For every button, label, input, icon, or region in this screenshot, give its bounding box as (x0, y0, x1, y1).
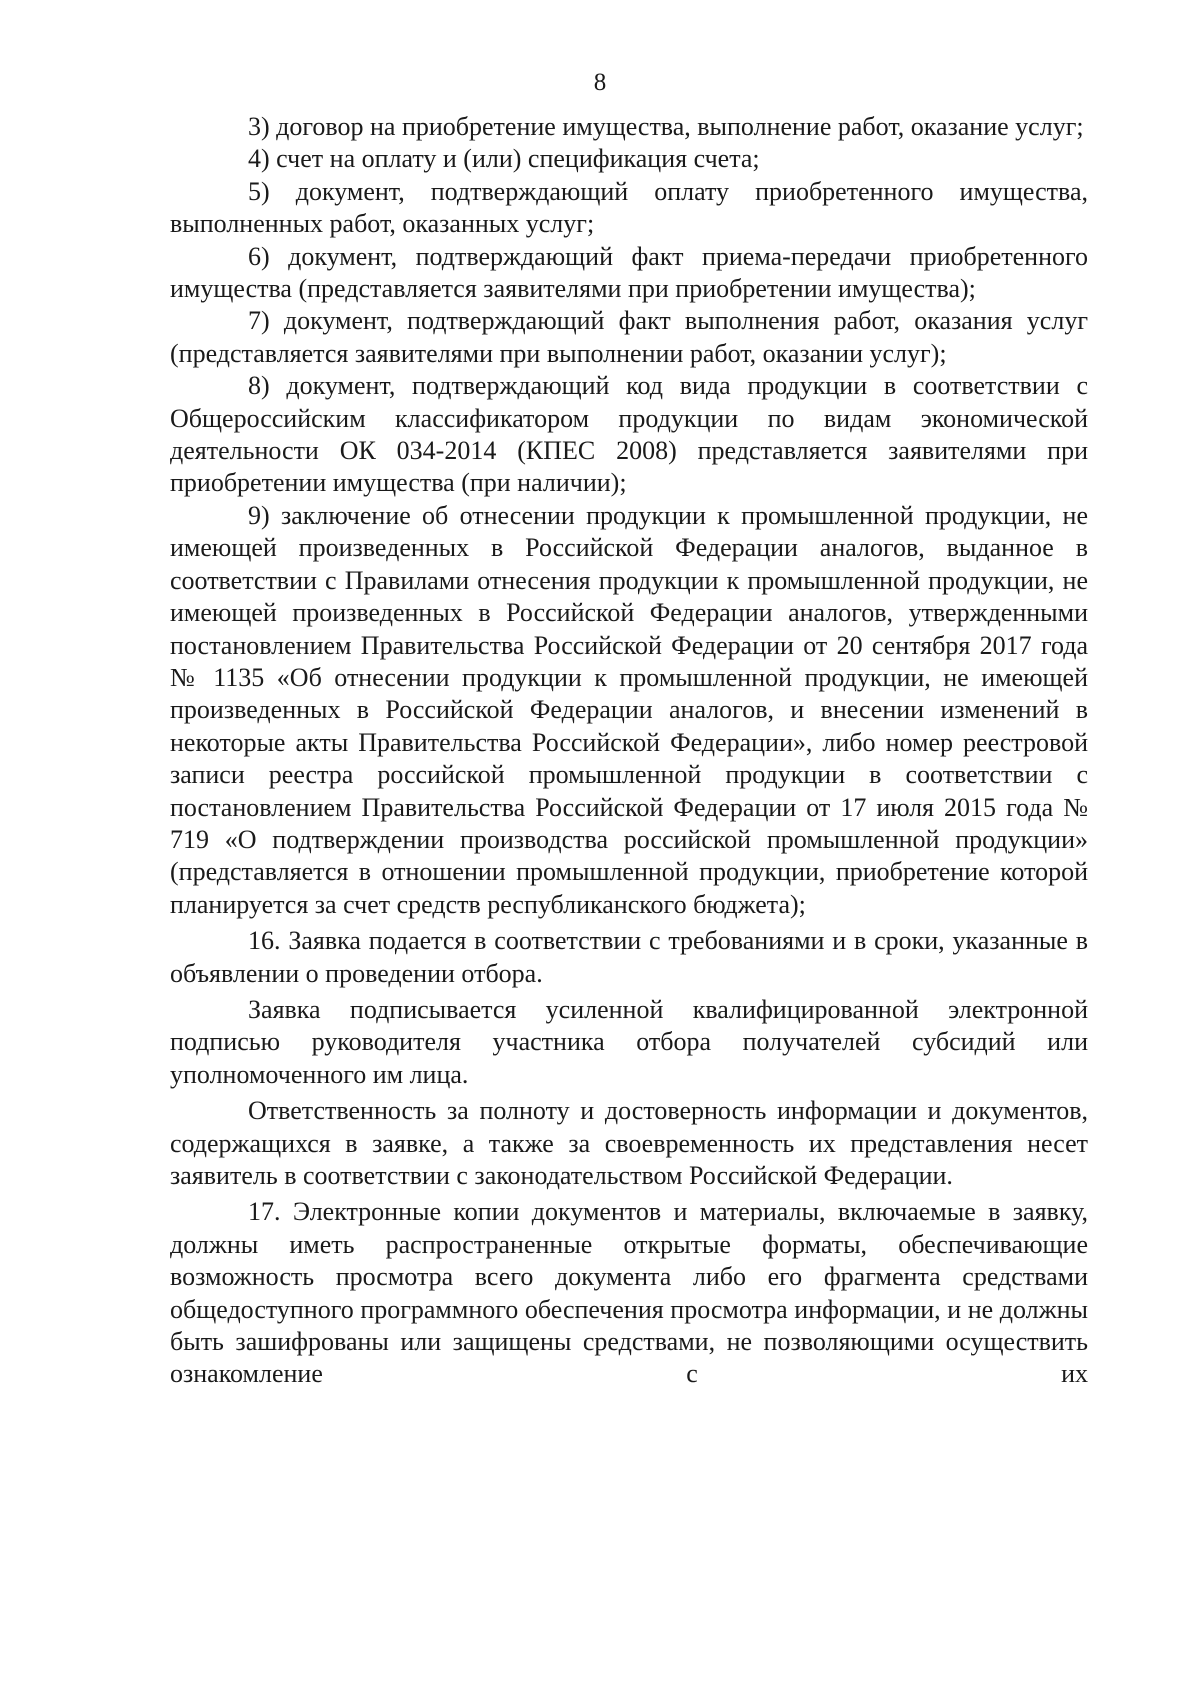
paragraph-item-6: 6) документ, подтверждающий факт приема-передачи приобретенного имущества (представляется заявителями при приобретении имущества); (170, 241, 1088, 304)
document-body (170, 111, 1088, 1391)
paragraph-item-4: 4) счет на оплату и (или) спецификация счета; (248, 144, 760, 174)
paragraph-item-7: 7) документ, подтверждающий факт выполнения работ, оказания услуг (представляется заявителями при выполнении работ, оказании услуг); (170, 306, 1088, 368)
paragraph-item-9: 9) заключение об отнесении продукции к промышленной продукции, не имеющей произведенных в Российской Федерации аналогов, выданное в соответствии с Правилами отнесения продукции к промышленной продукции, не имеющей произведенных в Российской Федерации аналогов, утвержденными постановлением Правительства Российской Федерации от 20 сентября 2017 года № 1135 «Об отнесении продукции к промышленной продукции, не имеющей произведенных в Российской Федерации аналогов, и внесении изменений в некоторые акты Правительства Российской Федерации», либо номер реестровой записи реестра российской промышленной продукции в соответствии с постановлением Правительства Российской Федерации от 17 июля 2015 года № 719 «О подтверждении производства российской промышленной продукции» (представляется в отношении промышленной продукции, приобретение которой планируется за счет средств республиканского бюджета); (170, 500, 1088, 919)
paragraph-clause-16: 16. Заявка подается в соответствии с требованиями и в сроки, указанные в объявлении о проведении отбора. (170, 926, 1088, 988)
paragraph-signature: Заявка подписывается усиленной квалифицированной электронной подписью руководителя участника отбора получателей субсидий или уполномоченного им лица. (170, 994, 1088, 1089)
page-number: 8 (593, 69, 607, 96)
paragraph-item-8: 8) документ, подтверждающий код вида продукции в соответствии с Общероссийским классификатором продукции по видам экономической деятельности ОК 034-2014 (КПЕС 2008) представляется заявителями при приобретении имущества (при наличии); (170, 371, 1088, 498)
paragraph-responsibility: Ответственность за полноту и достоверность информации и документов, содержащихся в заявке, а также за своевременность их представления несет заявитель в соответствии с законодательством Российской Федерации. (170, 1096, 1088, 1190)
paragraph-clause-17: 17. Электронные копии документов и материалы, включаемые в заявку, должны иметь распространенные открытые форматы, обеспечивающие возможность просмотра всего документа либо его фрагмента средствами общедоступного программного обеспечения просмотра информации, и не должны быть зашифрованы или защищены средствами, не позволяющими осуществить ознакомление с их (170, 1197, 1088, 1389)
paragraph-item-3: 3) договор на приобретение имущества, выполнение работ, оказание услуг; (248, 112, 1084, 141)
paragraph-item-5: 5) документ, подтверждающий оплату приобретенного имущества, выполненных работ, оказанных услуг; (170, 176, 1088, 239)
